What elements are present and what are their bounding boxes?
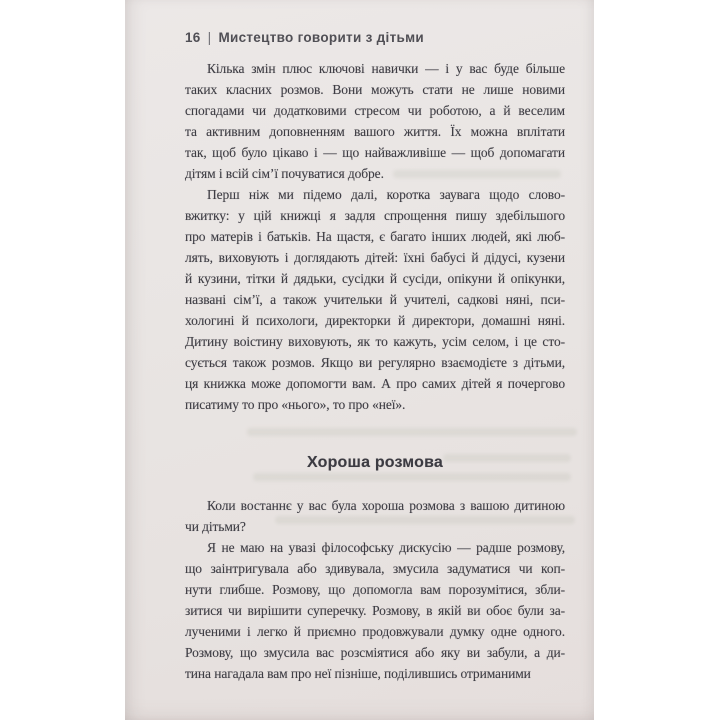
- header-separator: |: [207, 30, 212, 45]
- page-header: [185, 30, 424, 45]
- paragraph: [185, 537, 565, 684]
- text-line: писатиму то про «нього», то про «неї».: [185, 397, 406, 412]
- text-line: так, щоб було цікаво і — що найважливіше — щоб допомагати: [185, 145, 565, 160]
- text-line: вжитку: у цій книжці я задля спрощення пишу здебільшого: [185, 208, 565, 223]
- paragraph: [185, 58, 565, 184]
- text-line: ця книжка може допомогти вам. А про самих дітей я почергово: [185, 376, 565, 391]
- page-number: 16: [185, 30, 201, 45]
- text-line: лученими і легко й приємно продовжували думку одне одного.: [185, 624, 565, 639]
- text-line: чи дітьми?: [185, 519, 246, 534]
- text-line: та активним доповненням вашого життя. Їх можна вплітати: [185, 124, 565, 139]
- running-title: Мистецтво говорити з дітьми: [218, 30, 424, 45]
- page-body: [185, 58, 565, 684]
- text-line: Коли востаннє у вас була хороша розмова з вашою дитиною: [207, 498, 565, 513]
- text-line: Перш ніж ми підемо далі, коротка заувага щодо слово-: [207, 187, 565, 202]
- text-line: спогадами чи додатковими стресом чи роботою, а й веселим: [185, 103, 565, 118]
- text-line: лять, виховують і доглядають дітей: їхні бабусі й дідусі, кузени: [185, 250, 565, 265]
- text-line: що заінтригувала або здивувала, змусила задуматися чи коп-: [185, 561, 565, 576]
- section-heading: Хороша розмова: [306, 454, 444, 471]
- text-line: й кузини, тітки й дядьки, сусідки й сусіди, опікуни й опікунки,: [185, 271, 565, 286]
- paragraph: [185, 184, 565, 415]
- text-line: Кілька змін плюс ключові навички — і у вас буде більше: [207, 61, 565, 76]
- text-line: названі сім’ї, а також учительки й учителі, садкові няні, пси-: [185, 292, 565, 307]
- paragraph: [185, 495, 565, 537]
- text-line: Я не маю на увазі філософську дискусію — радше розмову,: [207, 540, 565, 555]
- book-page: [125, 0, 594, 720]
- text-line: про матерів і батьків. На щастя, є багато інших людей, які люб-: [185, 229, 565, 244]
- text-line: зитися чи вирішити суперечку. Розмову, в якій ви обоє були за-: [185, 603, 565, 618]
- text-line: Дитину воістину виховують, як то кажуть, усім селом, і це сто-: [185, 334, 565, 349]
- text-line: сується також розмов. Якщо ви регулярно взаємодієте з дітьми,: [185, 355, 565, 370]
- text-line: хологині й психологи, директорки й директори, домашні няні.: [185, 313, 565, 328]
- text-line: дітям і всій сім’ї почуватися добре.: [185, 166, 384, 181]
- text-line: таких класних розмов. Вони можуть стати не лише новими: [185, 82, 565, 97]
- text-line: Розмову, що змусила вас розсміятися або яку ви забули, а ди-: [185, 645, 565, 660]
- text-line: тина нагадала вам про неї пізніше, поділившись отриманими: [185, 666, 531, 681]
- text-line: нути глибше. Розмову, що допомогла вам порозумітися, збли-: [185, 582, 565, 597]
